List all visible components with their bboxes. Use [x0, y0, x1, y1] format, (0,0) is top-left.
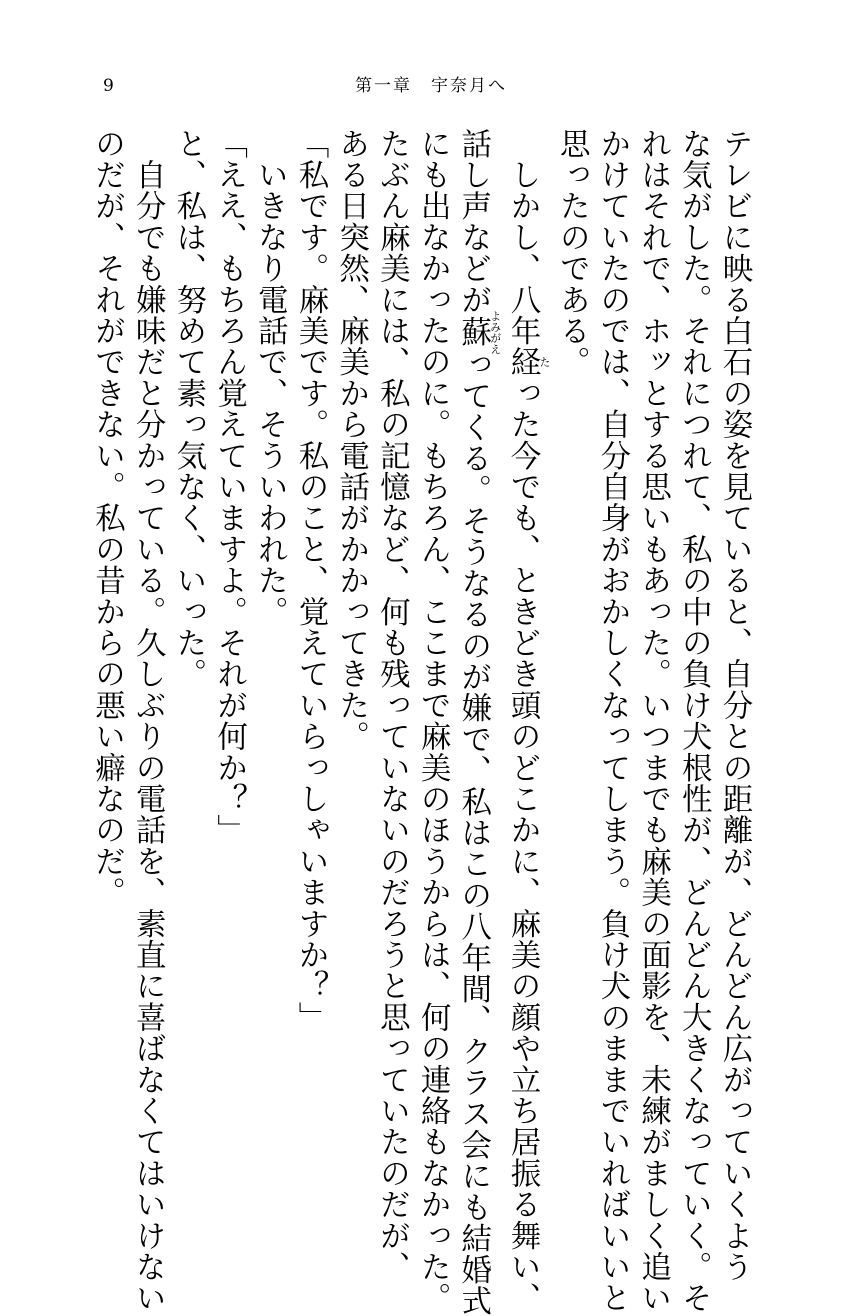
text-line-6	[501, 128, 551, 1314]
text-line-15: 自分でも嫌味だと分かっている。久しぶりの電話を、素直に喜ばなくてはいけない	[130, 128, 166, 1314]
text-line-4: かけていたのでは、自分自身がおかしくなってしまう。負け犬のままでいればいいと	[594, 128, 630, 1314]
text-line-11: 「私です。麻美です。私のこと、覚えていらっしゃいますか？」	[292, 128, 328, 1033]
text-line-5: 思ったのである。	[554, 128, 590, 378]
text-line-12: いきなり電話で、そういわれた。	[252, 128, 288, 628]
ruby-yomigae-reading: よみがえ	[488, 310, 502, 355]
body-text	[86, 128, 754, 1316]
text-line-7-start: 話し声などが	[455, 128, 491, 316]
text-line-7	[452, 128, 502, 1316]
text-line-10: ある日突然、麻美から電話がかかってきた。	[333, 128, 369, 752]
ruby-keta	[504, 346, 551, 378]
text-line-6-rest: った今でも、ときどき頭のどこかに、麻美の顔や立ち居振る舞い、	[504, 377, 540, 1314]
text-line-8: にも出なかったのに。もちろん、ここまで麻美のほうからは、何の連絡もなかった。	[415, 128, 451, 1314]
text-line-16: のだが、それができない。私の昔からの悪い癖なのだ。	[89, 128, 125, 908]
text-line-9: たぶん麻美には、私の記憶など、何も残っていないのだろうと思っていたのだが、	[374, 128, 410, 1283]
ruby-keta-reading: た	[537, 346, 551, 378]
ruby-yomigae	[455, 310, 502, 355]
text-line-14: と、私は、努めて素っ気なく、いった。	[170, 128, 206, 690]
text-line-6-start: しかし、八年	[504, 128, 540, 347]
page-number: 9	[103, 76, 114, 96]
text-line-7-rest: ってくる。そうなるのが嫌で、私はこの八年間、クラス会にも結婚式	[455, 349, 491, 1316]
text-line-13: 「ええ、もちろん覚えていますよ。それが何か？」	[211, 128, 247, 846]
text-line-1: テレビに映る白石の姿を見ていると、自分との距離が、どんどん広がっていくよう	[717, 128, 752, 1283]
text-line-2: な気がした。それにつれて、私の中の負け犬根性が、どんどん大きくなっていく。そ	[676, 128, 712, 1314]
text-line-3: れはそれで、ホッとする思いもあった。いつまでも麻美の面影を、未練がましく追い	[635, 128, 671, 1314]
running-header: 第一章 宇奈月へ	[355, 76, 507, 96]
ruby-yomigae-base: 蘇	[455, 310, 491, 355]
ruby-keta-base: 経	[504, 346, 540, 378]
